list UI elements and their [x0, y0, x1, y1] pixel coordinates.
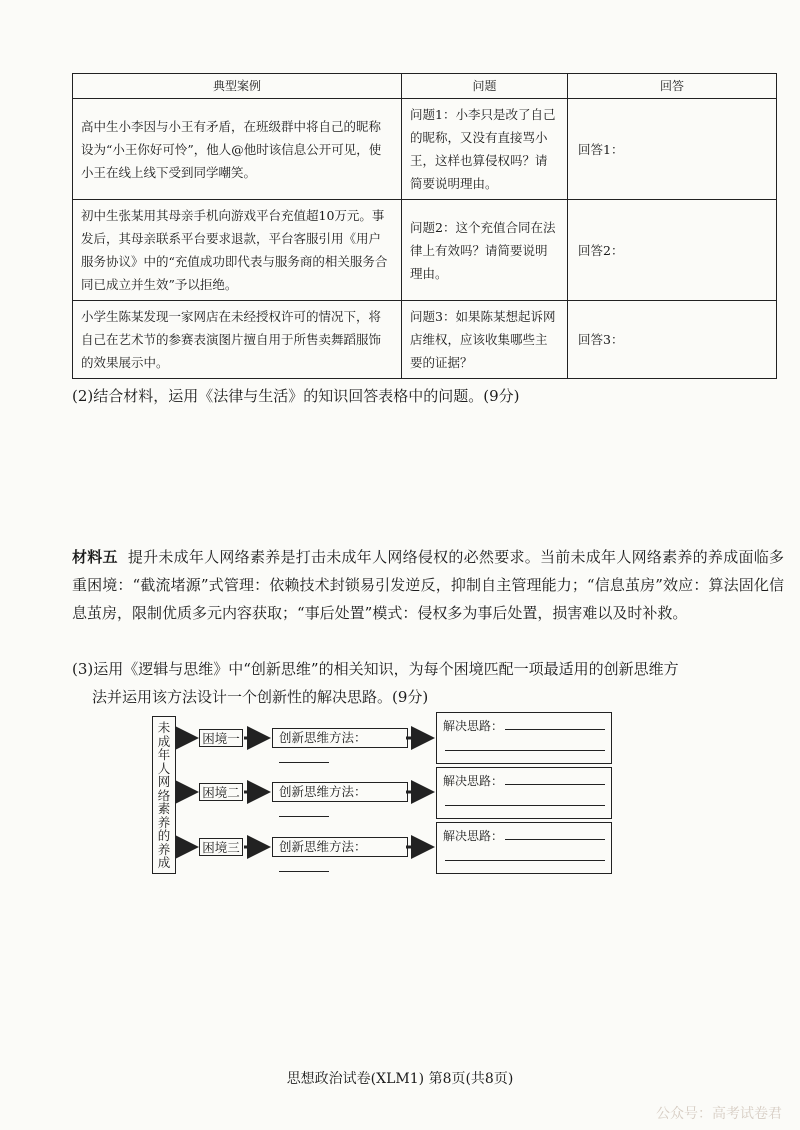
question-cell: 问题1：小李只是改了自己的昵称，又没有直接骂小王，这样也算侵权吗？请简要说明理由。: [402, 99, 568, 200]
table-header: 典型案例: [73, 74, 402, 99]
dilemma-1-box: 困境一: [199, 729, 243, 747]
root-char: 养: [157, 814, 171, 830]
solution-label: 解决思路：: [443, 774, 504, 788]
solution-2-box: [436, 767, 612, 819]
table-header: 回答: [568, 74, 777, 99]
solution-blank: [505, 717, 605, 730]
method-label: 创新思维方法：: [279, 784, 367, 799]
solution-1-box: [436, 712, 612, 764]
question-3-line1: (3)运用《逻辑与思维》中“创新思维”的相关知识，为每个困境匹配一项最适用的创新思维方: [72, 660, 679, 678]
solution-3-box: [436, 822, 612, 874]
question-cell: 问题3：如果陈某想起诉网店维权，应该收集哪些主要的证据？: [402, 301, 568, 379]
solution-blank: [445, 789, 605, 806]
solution-label: 解决思路：: [443, 719, 504, 733]
solution-blank: [445, 734, 605, 751]
question-cell: 问题2：这个充值合同在法律上有效吗？请简要说明理由。: [402, 200, 568, 301]
answer-cell: 回答1：: [568, 99, 777, 200]
root-char: 成: [157, 855, 171, 870]
root-char: 的: [157, 828, 171, 843]
method-3-box: [272, 837, 408, 857]
answer-cell: 回答3：: [568, 301, 777, 379]
method-label: 创新思维方法：: [279, 839, 367, 854]
solution-blank: [505, 827, 605, 840]
root-char: 成: [157, 733, 171, 749]
method-1-box: [272, 728, 408, 748]
answer-cell: 回答2：: [568, 200, 777, 301]
material-text: 提升未成年人网络素养是打击未成年人网络侵权的必然要求。当前未成年人网络素养的养成面临多重困境：“截流堵源”式管理：依赖技术封锁易引发逆反，抑制自主管理能力；“信息茧房”效应：算法固化信息茧房，限制优质多元内容获取；“事后处置”模式：侵权多为事后处置，损害难以及时补救。: [72, 548, 784, 622]
question-3-line2: 法并运用该方法设计一个创新性的解决思路。(9分): [92, 688, 429, 706]
solution-blank: [445, 844, 605, 861]
root-char: 年: [157, 747, 171, 762]
case-cell: 高中生小李因与小王有矛盾，在班级群中将自己的昵称设为“小王你好可怜”，他人@他时该信息公开可见，使小王在线上线下受到同学嘲笑。: [73, 99, 402, 200]
dilemma-3-box: 困境三: [199, 838, 243, 856]
dilemma-2-box: 困境二: [199, 783, 243, 801]
page-footer: 思想政治试卷(XLM1) 第8页(共8页): [286, 1071, 514, 1087]
root-char: 网: [157, 774, 171, 789]
method-blank: [279, 860, 329, 872]
solution-blank: [505, 772, 605, 785]
method-2-box: [272, 782, 408, 802]
case-cell: 小学生陈某发现一家网店在未经授权许可的情况下，将自己在艺术节的参赛表演图片擅自用于所售卖舞蹈服饰的效果展示中。: [73, 301, 402, 379]
method-blank: [279, 751, 329, 763]
method-blank: [279, 805, 329, 817]
root-char: 未: [157, 720, 171, 735]
watermark: 公众号：高考试卷君: [656, 1106, 782, 1122]
table-header: 问题: [402, 74, 568, 99]
material-label: 材料五: [72, 548, 118, 566]
root-char: 人: [157, 760, 171, 776]
root-char: 素: [157, 801, 171, 816]
case-cell: 初中生张某用其母亲手机向游戏平台充值超10万元。事发后，其母亲联系平台要求退款，平台客服引用《用户服务协议》中的“充值成功即代表与服务商的相关服务合同已成立并生效”予以拒绝。: [73, 200, 402, 301]
root-char: 养: [157, 841, 171, 857]
solution-label: 解决思路：: [443, 829, 504, 843]
root-char: 络: [157, 787, 171, 803]
method-label: 创新思维方法：: [279, 730, 367, 745]
question-2: (2)结合材料，运用《法律与生活》的知识回答表格中的问题。(9分): [72, 387, 520, 405]
